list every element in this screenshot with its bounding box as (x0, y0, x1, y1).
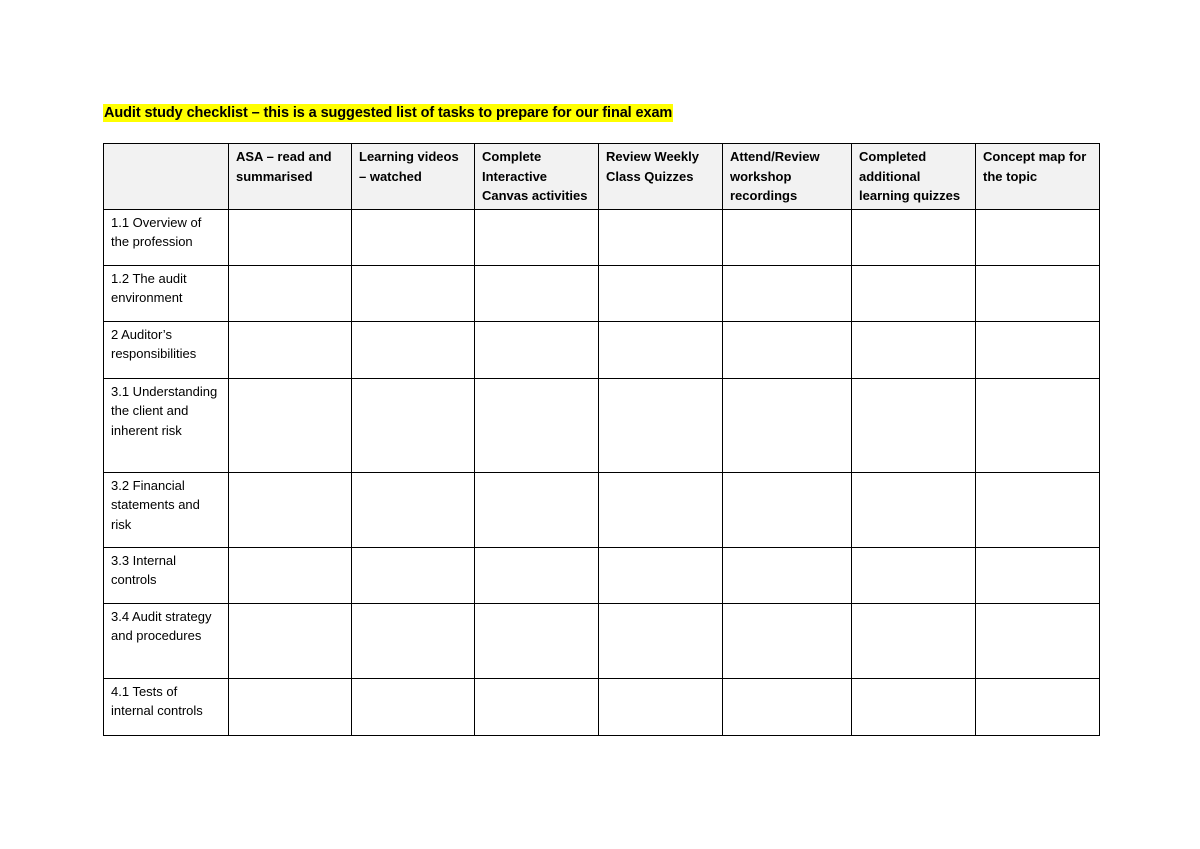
table-row (104, 678, 1100, 735)
row-label-cell: 1.2 The audit environment (104, 265, 229, 321)
checklist-cell[interactable] (475, 378, 599, 472)
checklist-cell[interactable] (976, 547, 1100, 603)
checklist-cell[interactable] (599, 378, 723, 472)
checklist-cell[interactable] (352, 209, 475, 265)
checklist-cell[interactable] (352, 378, 475, 472)
table-row (104, 265, 1100, 321)
row-label-cell: 3.1 Understanding the client and inherent risk (104, 378, 229, 472)
checklist-cell[interactable] (852, 321, 976, 378)
checklist-cell[interactable] (352, 472, 475, 547)
checklist-cell[interactable] (352, 265, 475, 321)
checklist-cell[interactable] (475, 209, 599, 265)
checklist-cell[interactable] (723, 265, 852, 321)
row-label-cell: 3.2 Financial statements and risk (104, 472, 229, 547)
checklist-cell[interactable] (976, 472, 1100, 547)
checklist-cell[interactable] (723, 472, 852, 547)
header-cell-learning-videos: Learning videos – watched (352, 144, 475, 210)
table-row (104, 603, 1100, 678)
checklist-cell[interactable] (852, 547, 976, 603)
row-label-cell: 1.1 Overview of the profession (104, 209, 229, 265)
header-cell-blank (104, 144, 229, 210)
checklist-cell[interactable] (723, 378, 852, 472)
row-label-cell: 3.4 Audit strategy and procedures (104, 603, 229, 678)
checklist-cell[interactable] (229, 472, 352, 547)
checklist-cell[interactable] (599, 678, 723, 735)
row-label-cell: 4.1 Tests of internal controls (104, 678, 229, 735)
checklist-cell[interactable] (976, 378, 1100, 472)
table-body (104, 209, 1100, 735)
header-cell-asa: ASA – read and summarised (229, 144, 352, 210)
table-row (104, 547, 1100, 603)
checklist-cell[interactable] (352, 321, 475, 378)
checklist-cell[interactable] (599, 265, 723, 321)
checklist-cell[interactable] (976, 265, 1100, 321)
checklist-cell[interactable] (599, 603, 723, 678)
header-row (104, 144, 1100, 210)
checklist-cell[interactable] (723, 209, 852, 265)
checklist-cell[interactable] (976, 209, 1100, 265)
checklist-cell[interactable] (229, 678, 352, 735)
checklist-cell[interactable] (475, 603, 599, 678)
header-cell-workshop-recordings: Attend/Review workshop recordings (723, 144, 852, 210)
checklist-cell[interactable] (976, 603, 1100, 678)
checklist-cell[interactable] (599, 547, 723, 603)
checklist-cell[interactable] (723, 321, 852, 378)
checklist-cell[interactable] (723, 547, 852, 603)
checklist-cell[interactable] (976, 678, 1100, 735)
checklist-cell[interactable] (852, 472, 976, 547)
header-cell-weekly-quizzes: Review Weekly Class Quizzes (599, 144, 723, 210)
checklist-cell[interactable] (723, 603, 852, 678)
table-row (104, 472, 1100, 547)
checklist-cell[interactable] (723, 678, 852, 735)
table-row (104, 209, 1100, 265)
checklist-cell[interactable] (599, 321, 723, 378)
checklist-cell[interactable] (475, 472, 599, 547)
checklist-cell[interactable] (352, 603, 475, 678)
header-cell-canvas-activities: Complete Interactive Canvas activities (475, 144, 599, 210)
study-checklist-table (103, 143, 1100, 736)
checklist-cell[interactable] (852, 378, 976, 472)
checklist-cell[interactable] (852, 209, 976, 265)
checklist-cell[interactable] (475, 321, 599, 378)
checklist-cell[interactable] (229, 547, 352, 603)
checklist-cell[interactable] (852, 265, 976, 321)
checklist-cell[interactable] (852, 603, 976, 678)
checklist-cell[interactable] (599, 209, 723, 265)
checklist-cell[interactable] (475, 547, 599, 603)
checklist-cell[interactable] (229, 378, 352, 472)
checklist-cell[interactable] (852, 678, 976, 735)
row-label-cell: 3.3 Internal controls (104, 547, 229, 603)
row-label-cell: 2 Auditor’s responsibilities (104, 321, 229, 378)
header-cell-additional-quizzes: Completed additional learning quizzes (852, 144, 976, 210)
checklist-cell[interactable] (229, 603, 352, 678)
checklist-cell[interactable] (475, 265, 599, 321)
checklist-cell[interactable] (229, 265, 352, 321)
checklist-cell[interactable] (475, 678, 599, 735)
checklist-cell[interactable] (599, 472, 723, 547)
checklist-cell[interactable] (352, 547, 475, 603)
checklist-cell[interactable] (352, 678, 475, 735)
header-cell-concept-map: Concept map for the topic (976, 144, 1100, 210)
checklist-cell[interactable] (229, 209, 352, 265)
table-row (104, 378, 1100, 472)
checklist-cell[interactable] (229, 321, 352, 378)
document-title: Audit study checklist – this is a suggested list of tasks to prepare for our final exam (104, 105, 673, 121)
checklist-cell[interactable] (976, 321, 1100, 378)
table-row (104, 321, 1100, 378)
